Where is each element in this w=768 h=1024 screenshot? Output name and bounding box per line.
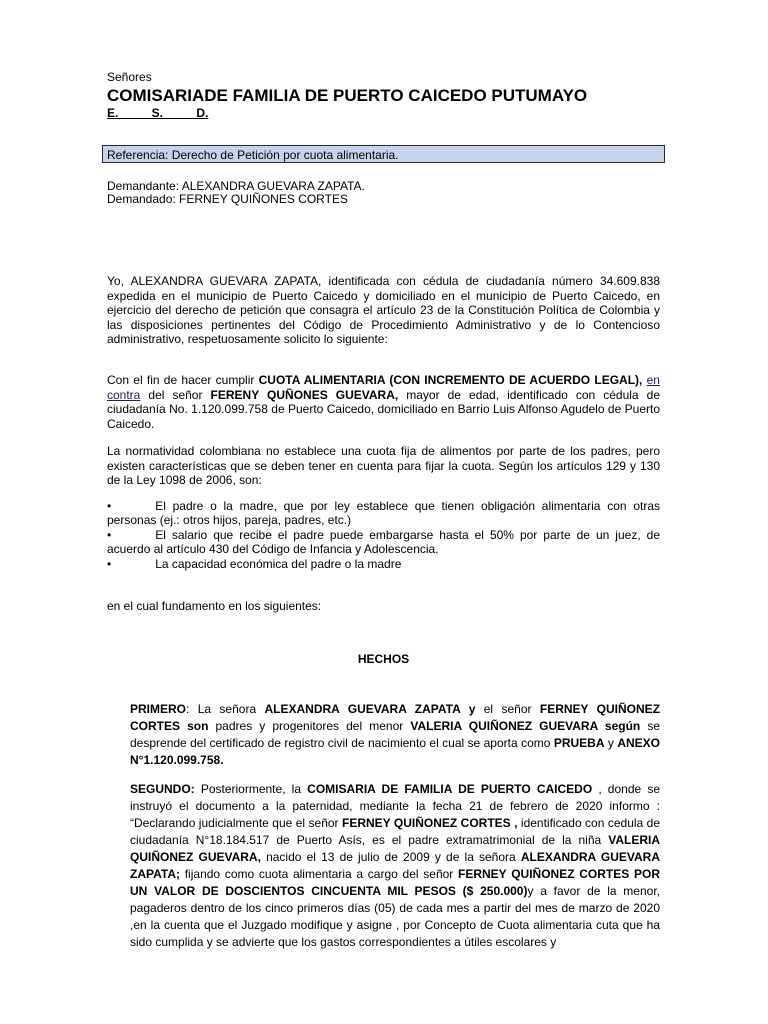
- segundo-paragraph: SEGUNDO: Posteriormente, la COMISARIA DE FAMILIA DE PUERTO CAICEDO , donde se instruyó el documento a la paternidad, mediante la fecha 21 de febrero de 2020 informo : “Declarando judicialmente que el señor FERNEY QUIÑONEZ CORTES , identificado con cedula de ciudadanía N°18.184.517 de Puerto Asís, es el padre extramatrimonial de la niña VALERIA QUIÑONEZ GUEVARA, nacido el 13 de julio de 2009 y de la señora ALEXANDRA GUEVARA ZAPATA; fijando como cuota alimentaria a cargo del señor FERNEY QUIÑONEZ CORTES POR UN VALOR DE DOSCIENTOS CINCUENTA MIL PESOS ($ 250.000)y a favor de la menor, pagaderos dentro de los cinco primeros días (05) de cada mes a partir del mes de marzo de 2020 ,en la cuenta que el Juzgado modifique y asigne , por Concepto de Cuota alimentaria cuta que ha sido cumplida y se advierte que los gastos correspondientes a útiles escolares y: [130, 782, 661, 949]
- law-paragraph: La normatividad colombiana no establece una cuota fija de alimentos por parte de los padres, pero existen características que se deben tener en cuenta para fijar la cuota. Según los artículos 129 y 130 de la Ley 1098 de 2006, son:: [107, 444, 660, 487]
- list-item: • El salario que recibe el padre puede embargarse hasta el 50% por parte de un juez, de acuerdo al artículo 430 del Código de Infancia y Adolescencia.: [107, 528, 660, 556]
- intro-paragraph: Yo, ALEXANDRA GUEVARA ZAPATA, identificada con cédula de ciudadanía número 34.609.838 expedida en el municipio de Puerto Caicedo y domiciliado en el municipio de Puerto Caicedo, en ejercicio del derecho de petición que consagra el artículo 23 de la Constitución Política de Colombia y las disposiciones pertinentes del Código de Procedimiento Administrativo y de lo Contencioso administrativo, respetuosamente solicito lo siguiente:: [107, 274, 660, 346]
- addressee-heading: COMISARIADE FAMILIA DE PUERTO CAICEDO PUTUMAYO: [107, 86, 588, 105]
- salutation: Señores: [107, 70, 152, 84]
- reference-box: Referencia: Derecho de Petición por cuota alimentaria.: [102, 145, 665, 163]
- list-item: • La capacidad económica del padre o la madre: [107, 557, 402, 571]
- esd-line: E. S. D.: [107, 106, 209, 120]
- list-item: • El padre o la madre, que por ley establece que tienen obligación alimentaria con otras personas (ej.: otros hijos, pareja, padres, etc.): [107, 499, 660, 527]
- foundation-line: en el cual fundamento en los siguientes:: [107, 599, 322, 613]
- hechos-heading: HECHOS: [357, 652, 410, 666]
- primero-paragraph: PRIMERO: La señora ALEXANDRA GUEVARA ZAPATA y el señor FERNEY QUIÑONEZ CORTES son padres y progenitores del menor VALERIA QUIÑONEZ GUEVARA según se desprende del certificado de registro civil de nacimiento el cual se aporta como PRUEBA y ANEXO N°1.120.099.758.: [130, 702, 661, 767]
- request-paragraph: Con el fin de hacer cumplir CUOTA ALIMENTARIA (CON INCREMENTO DE ACUERDO LEGAL), en contra del señor FERENY QUÑONES GUEVARA, mayor de edad, identificado con cédula de ciudadanía No. 1.120.099.758 de Puerto Caicedo, domiciliado en Barrio Luis Alfonso Agudelo de Puerto Caicedo.: [107, 373, 660, 431]
- demandante-line: Demandante: ALEXANDRA GUEVARA ZAPATA.: [107, 179, 365, 193]
- demandado-line: Demandado: FERNEY QUIÑONES CORTES: [107, 192, 348, 206]
